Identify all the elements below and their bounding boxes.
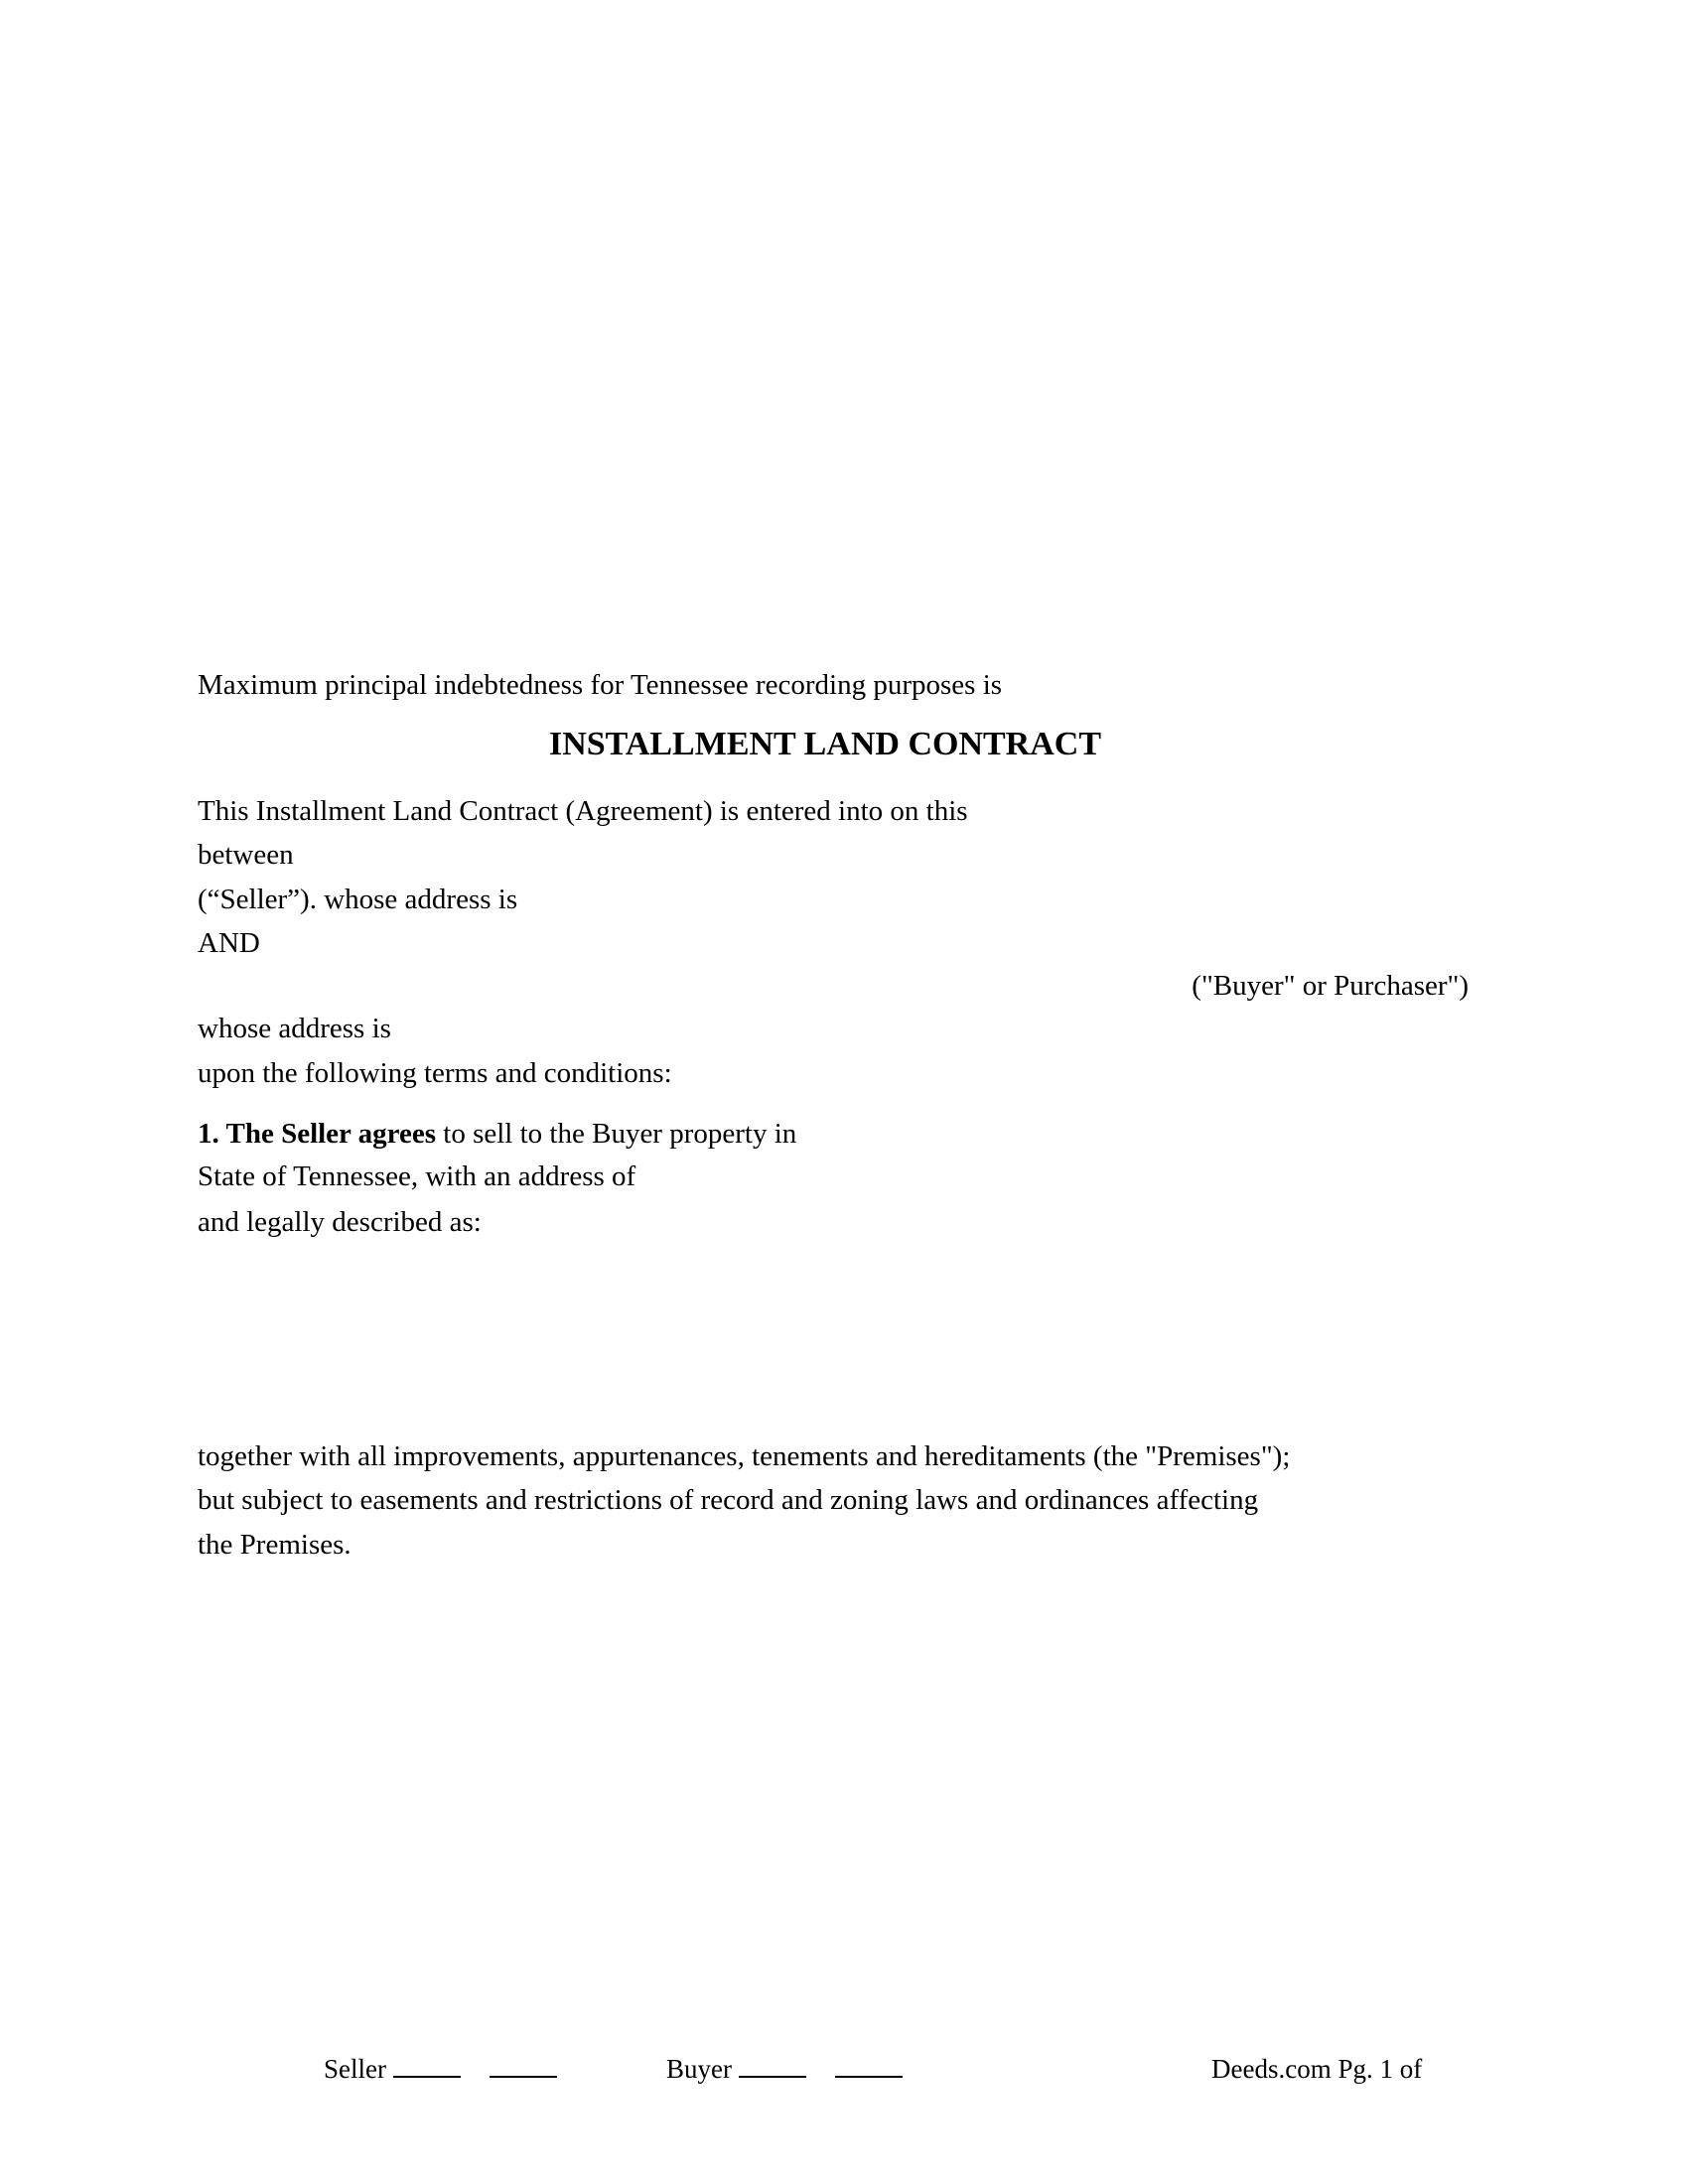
buyer-initial-blank[interactable]: [835, 2054, 903, 2078]
buyer-address-line: whose address is: [198, 1013, 391, 1044]
section-1-line: State of Tennessee, with an address of: [198, 1160, 636, 1192]
section-1-heading: 1. The Seller agrees: [198, 1118, 437, 1150]
recording-note: Maximum principal indebtedness for Tennessee recording purposes is: [198, 669, 1003, 701]
intro-line: (“Seller”). whose address is: [198, 884, 518, 915]
intro-line: AND: [198, 927, 260, 959]
document-title: INSTALLMENT LAND CONTRACT: [548, 726, 1102, 762]
seller-initials-label: Seller: [324, 2054, 386, 2084]
premises-line: together with all improvements, appurtenances, tenements and hereditaments (the "Premises");: [198, 1440, 1291, 1472]
intro-line: between: [198, 839, 294, 871]
buyer-initial-blank[interactable]: [739, 2054, 806, 2078]
premises-line: the Premises.: [198, 1529, 352, 1561]
seller-initials: [324, 2052, 557, 2086]
buyer-initials: [666, 2052, 903, 2086]
premises-line: but subject to easements and restrictions of record and zoning laws and ordinances affecting: [198, 1484, 1259, 1516]
section-1-lead: [198, 1117, 796, 1151]
seller-initial-blank[interactable]: [393, 2054, 461, 2078]
buyer-label: ("Buyer" or Purchaser"): [1192, 970, 1469, 1002]
buyer-initials-label: Buyer: [666, 2054, 732, 2084]
page-number: Deeds.com Pg. 1 of: [1211, 2054, 1423, 2084]
section-1-line: and legally described as:: [198, 1206, 482, 1238]
terms-line: upon the following terms and conditions:: [198, 1057, 672, 1089]
section-1-text: to sell to the Buyer property in: [436, 1118, 797, 1150]
intro-line: This Installment Land Contract (Agreement) is entered into on this: [198, 795, 968, 827]
seller-initial-blank[interactable]: [490, 2054, 557, 2078]
